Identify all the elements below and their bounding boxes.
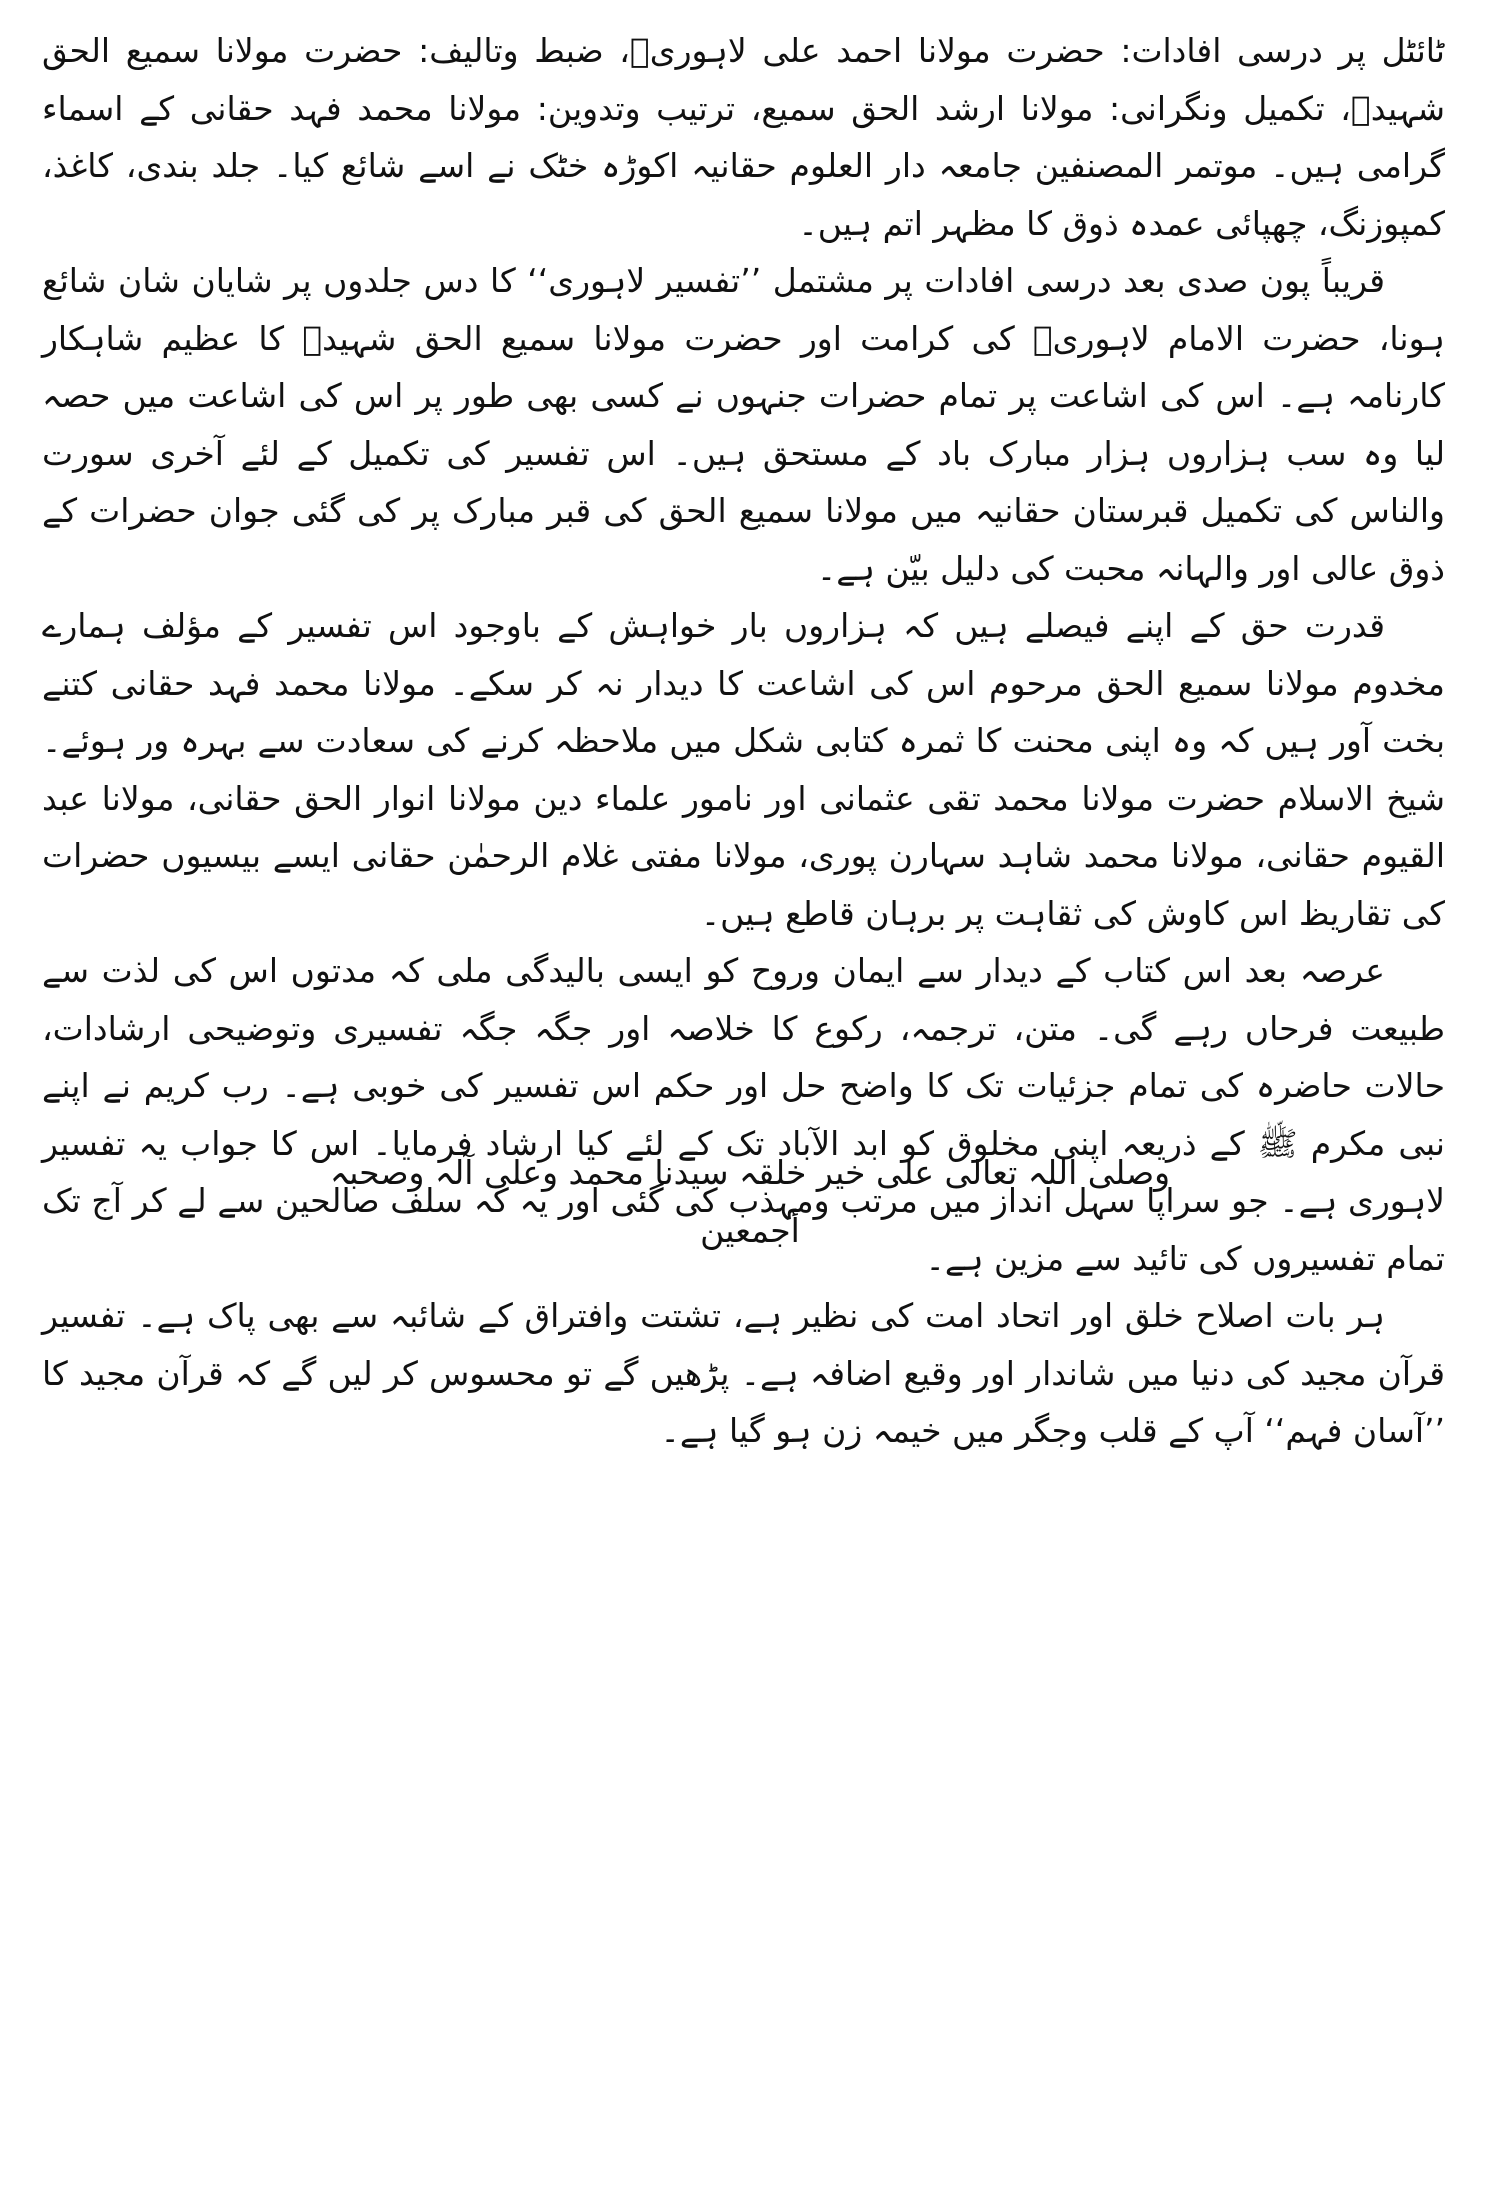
- paragraph-credits: ٹائٹل پر درسی افادات: حضرت مولانا احمد علی لاہوریؒ، ضبط وتالیف: حضرت مولانا سمیع الحق شہیدؒ، تکمیل ونگرانی: مولانا ارشد الحق سمیع، ترتیب وتدوین: مولانا محمد فہد حقانی کے اسماء گرامی ہیں۔ موتمر المصنفین جامعہ دار العلوم حقانیہ اکوڑہ خٹک نے اسے شائع کیا۔ جلد بندی، کاغذ، کمپوزنگ، چھپائی عمدہ ذوق کا مظہر اتم ہیں۔: [42, 31, 1445, 243]
- paragraph-conclusion: ہر بات اصلاح خلق اور اتحاد امت کی نظیر ہے، تشتت وافتراق کے شائبہ سے بھی پاک ہے۔ تفسیر قرآن مجید کی دنیا میں شاندار اور وقیع اضافہ ہے۔ پڑھیں گے تو محسوس کر لیں گے کہ قرآن مجید کا ’’آسان فہم‘‘ آپ کے قلب وجگر میں خیمہ زن ہو گیا ہے۔: [42, 1296, 1445, 1450]
- closing-benediction: وصلی اللہ تعالی علی خیر خلقہ سیدنا محمد وعلی آلہ وصحبہ أجمعین: [329, 1153, 1171, 1250]
- paragraph-book-features: عرصہ بعد اس کتاب کے دیدار سے ایمان وروح کو ایسی بالیدگی ملی کہ مدتوں اس کی لذت سے طبیعت فرحاں رہے گی۔ متن، ترجمہ، رکوع کا خلاصہ اور جگہ جگہ تفسیری وتوضیحی ارشادات، حالات حاضرہ کی تمام جزئیات تک کا واضح حل اور حکم اس تفسیر کی خوبی ہے۔ رب کریم نے اپنے نبی مکرم ﷺ کے ذریعہ اپنی مخلوق کو ابد الآباد تک کے لئے کیا ارشاد فرمایا۔ اس کا جواب یہ تفسیر لاہوری ہے۔ جو سراپا سہل انداز میں مرتب ومہذب کی گئی اور یہ کہ سلف صالحین سے لے کر آج تک تمام تفسیروں کی تائید سے مزین ہے۔: [42, 951, 1445, 1278]
- paragraph-author-and-endorsements: قدرت حق کے اپنے فیصلے ہیں کہ ہزاروں بار خواہش کے باوجود اس تفسیر کے مؤلف ہمارے مخدوم مولانا سمیع الحق مرحوم اس کی اشاعت کا دیدار نہ کر سکے۔ مولانا محمد فہد حقانی کتنے بخت آور ہیں کہ وہ اپنی محنت کا ثمرہ کتابی شکل میں ملاحظہ کرنے کی سعادت سے بہرہ ور ہوئے۔ شیخ الاسلام حضرت مولانا محمد تقی عثمانی اور نامور علماء دین مولانا انوار الحق حقانی، مولانا عبد القیوم حقانی، مولانا محمد شاہد سہارن پوری، مولانا مفتی غلام الرحمٰن حقانی ایسے بیسیوں حضرات کی تقاریظ اس کاوش کی ثقاہت پر برہان قاطع ہیں۔: [42, 606, 1445, 933]
- paragraph-publication-praise: قریباً پون صدی بعد درسی افادات پر مشتمل ’’تفسیر لاہوری‘‘ کا دس جلدوں پر شایان شان شائع ہونا، حضرت الامام لاہوریؒ کی کرامت اور حضرت مولانا سمیع الحق شہیدؒ کا عظیم شاہکار کارنامہ ہے۔ اس کی اشاعت پر تمام حضرات جنہوں نے کسی بھی طور پر اس کی اشاعت میں حصہ لیا وہ سب ہزاروں ہزار مبارک باد کے مستحق ہیں۔ اس تفسیر کی تکمیل کے لئے آخری سورت والناس کی تکمیل قبرستان حقانیہ میں مولانا سمیع الحق کی قبر مبارک پر کی گئی جوان حضرات کے ذوق عالی اور والہانہ محبت کی دلیل بیّن ہے۔: [42, 261, 1445, 588]
